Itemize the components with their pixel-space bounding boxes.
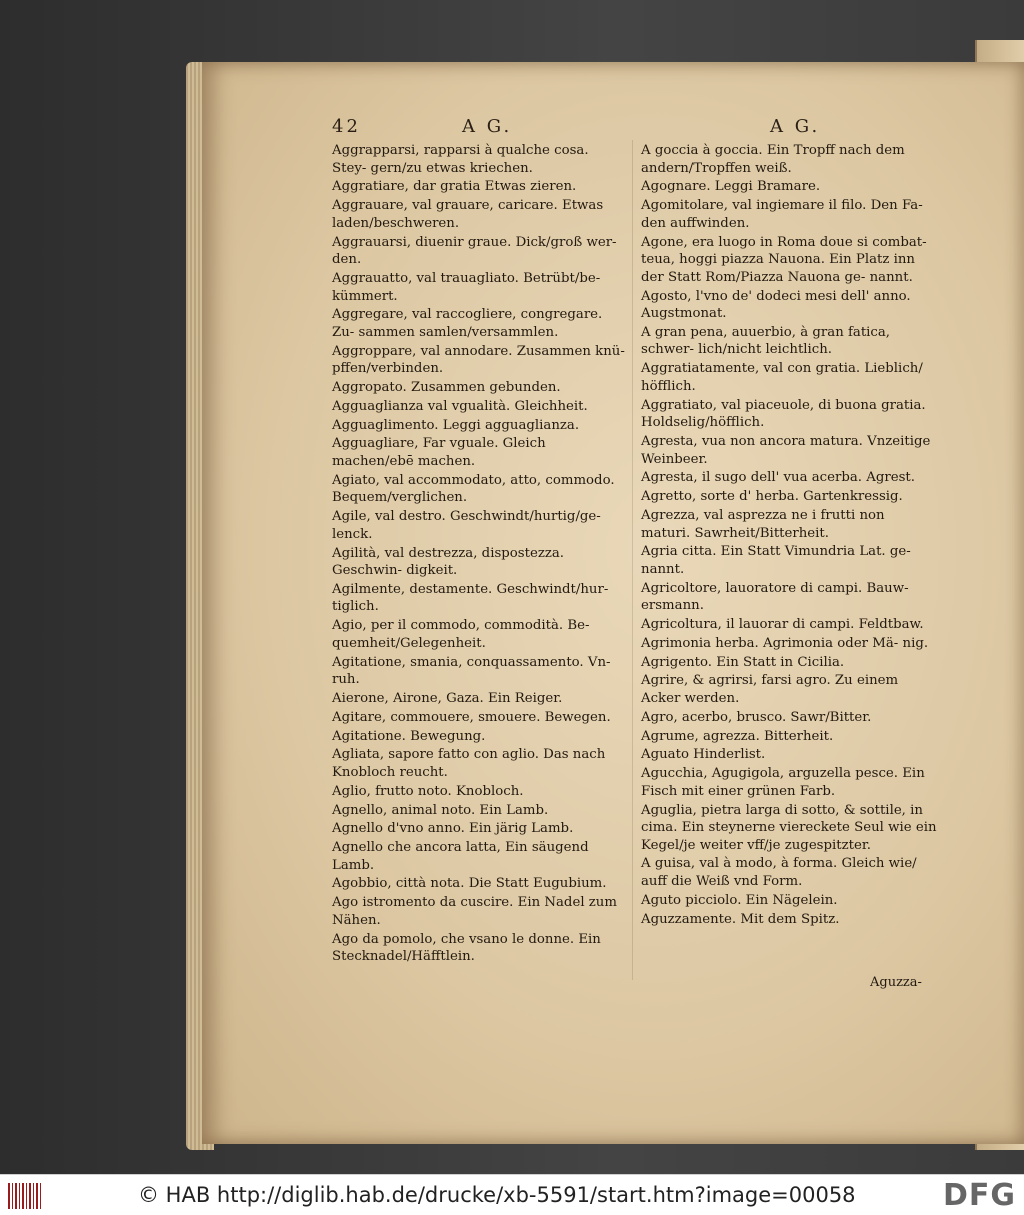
entry: Agilità, val destrezza, dispostezza. Geschwin- digkeit. bbox=[332, 545, 564, 579]
entry: Agnello che ancora latta, Ein säugend Lamb. bbox=[332, 840, 589, 873]
entry: Agguaglimento. Leggi agguaglianza. bbox=[332, 417, 580, 433]
header-right: A G. bbox=[770, 116, 821, 137]
viewer-footer bbox=[0, 1174, 1024, 1215]
left-column bbox=[332, 142, 626, 967]
entry: Aggratiato, val piaceuole, di buona gratia. Holdselig/höfflich. bbox=[641, 397, 926, 431]
entry: Agilmente, destamente. Geschwindt/hur- tiglich. bbox=[332, 581, 609, 615]
entry: Agomitolare, val ingiemare il filo. Den Fa- den auffwinden. bbox=[641, 198, 923, 231]
source-url[interactable]: © HAB http://diglib.hab.de/drucke/xb-5591/start.htm?image=00058 bbox=[138, 1183, 856, 1207]
entry: Agro, acerbo, brusco. Sawr/Bitter. bbox=[641, 709, 872, 725]
entry: Agricoltura, il lauorar di campi. Feldtbaw. bbox=[641, 617, 924, 633]
entry: Agguagliare, Far vguale. Gleich machen/ebē machen. bbox=[332, 436, 546, 469]
entry: Aggrapparsi, rapparsi à qualche cosa. Stey- gern/zu etwas kriechen. bbox=[332, 143, 589, 176]
entry: Agio, per il commodo, commodità. Be- quemheit/Gelegenheit. bbox=[332, 618, 590, 651]
entry: Agnello, animal noto. Ein Lamb. bbox=[332, 802, 549, 818]
entry: Agitatione. Bewegung. bbox=[332, 728, 486, 744]
entry: Aguto picciolo. Ein Nägelein. bbox=[641, 892, 838, 908]
entry: Ago istromento da cuscire. Ein Nadel zum Nähen. bbox=[332, 895, 617, 928]
entry: Agricoltore, lauoratore di campi. Bauw- ersmann. bbox=[641, 580, 909, 614]
entry: Agognare. Leggi Bramare. bbox=[641, 179, 821, 195]
entry: Aggropato. Zusammen gebunden. bbox=[332, 380, 561, 396]
entry: Aguato Hinderlist. bbox=[641, 747, 766, 763]
catchword: Aguzza- bbox=[870, 975, 922, 990]
dfg-logo: DFG bbox=[942, 1178, 1016, 1213]
entry: Agguaglianza val vgualità. Gleichheit. bbox=[332, 398, 588, 414]
entry: Ago da pomolo, che vsano le donne. Ein Stecknadel/Häfftlein. bbox=[332, 931, 601, 965]
entry: A gran pena, auuerbio, à gran fatica, schwer- lich/nicht leichtlich. bbox=[641, 324, 891, 358]
barcode-icon bbox=[8, 1183, 42, 1209]
entry: Agrume, agrezza. Bitterheit. bbox=[641, 728, 834, 744]
entry: Agrimonia herba. Agrimonia oder Mä- nig. bbox=[641, 635, 929, 651]
entry: A goccia à goccia. Ein Tropff nach dem andern/Tropffen weiß. bbox=[641, 143, 905, 176]
header-left: A G. bbox=[462, 116, 513, 137]
entry: Aggroppare, val annodare. Zusammen knü- pffen/verbinden. bbox=[332, 343, 625, 377]
entry: Aggregare, val raccogliere, congregare. Zu- sammen samlen/versammlen. bbox=[332, 307, 603, 340]
entry: Agucchia, Agugigola, arguzella pesce. Ein Fisch mit einer grünen Farb. bbox=[641, 766, 925, 799]
entry: Agitare, commouere, smouere. Bewegen. bbox=[332, 709, 611, 725]
entry: Agria citta. Ein Statt Vimundria Lat. ge- nannt. bbox=[641, 544, 911, 577]
entry: Agiato, val accommodato, atto, commodo. Bequem/verglichen. bbox=[332, 472, 615, 506]
entry: Aggratiare, dar gratia Etwas zieren. bbox=[332, 179, 577, 195]
entry: Agobbio, città nota. Die Statt Eugubium. bbox=[332, 876, 607, 892]
entry: Agresta, il sugo dell' vua acerba. Agrest. bbox=[641, 470, 915, 486]
column-divider bbox=[632, 140, 633, 980]
entry: Aggrauare, val grauare, caricare. Etwas laden/beschweren. bbox=[332, 198, 604, 231]
entry: Aguzzamente. Mit dem Spitz. bbox=[641, 911, 840, 927]
right-column bbox=[641, 142, 937, 929]
entry: Aguglia, pietra larga di sotto, & sottile, in cima. Ein steynerne viereckete Seul wie ein Kegel/je weiter vff/je zugespitzter. bbox=[641, 802, 937, 853]
entry: Agone, era luogo in Roma doue si combat- teua, hoggi piazza Nauona. Ein Platz inn der Statt Rom/Piazza Nauona ge- nannt. bbox=[641, 234, 927, 285]
entry: Aglio, frutto noto. Knobloch. bbox=[332, 783, 524, 799]
entry: Aggrauarsi, diuenir graue. Dick/groß wer- den. bbox=[332, 234, 617, 268]
entry: Aggratiatamente, val con gratia. Lieblich/ höfflich. bbox=[641, 361, 923, 394]
entry: Agnello d'vno anno. Ein järig Lamb. bbox=[332, 821, 574, 837]
entry: Aggrauatto, val trauagliato. Betrübt/be- kümmert. bbox=[332, 270, 601, 304]
entry: Agosto, l'vno de' dodeci mesi dell' anno. Augstmonat. bbox=[641, 288, 911, 322]
page-number: 42 bbox=[332, 116, 361, 137]
entry: A guisa, val à modo, à forma. Gleich wie/ auff die Weiß vnd Form. bbox=[641, 856, 917, 890]
entry: Aierone, Airone, Gaza. Ein Reiger. bbox=[332, 691, 563, 706]
entry: Agitatione, smania, conquassamento. Vn- ruh. bbox=[332, 654, 611, 688]
entry: Agrire, & agrirsi, farsi agro. Zu einem Acker werden. bbox=[641, 673, 899, 706]
entry: Agliata, sapore fatto con aglio. Das nach Knobloch reucht. bbox=[332, 747, 606, 780]
entry: Agrigento. Ein Statt in Cicilia. bbox=[641, 654, 845, 670]
entry: Agresta, vua non ancora matura. Vnzeitige Weinbeer. bbox=[641, 434, 931, 467]
entry: Agretto, sorte d' herba. Gartenkressig. bbox=[641, 489, 903, 505]
entry: Agile, val destro. Geschwindt/hurtig/ge- lenck. bbox=[332, 509, 601, 542]
entry: Agrezza, val asprezza ne i frutti non maturi. Sawrheit/Bitterheit. bbox=[641, 507, 885, 541]
